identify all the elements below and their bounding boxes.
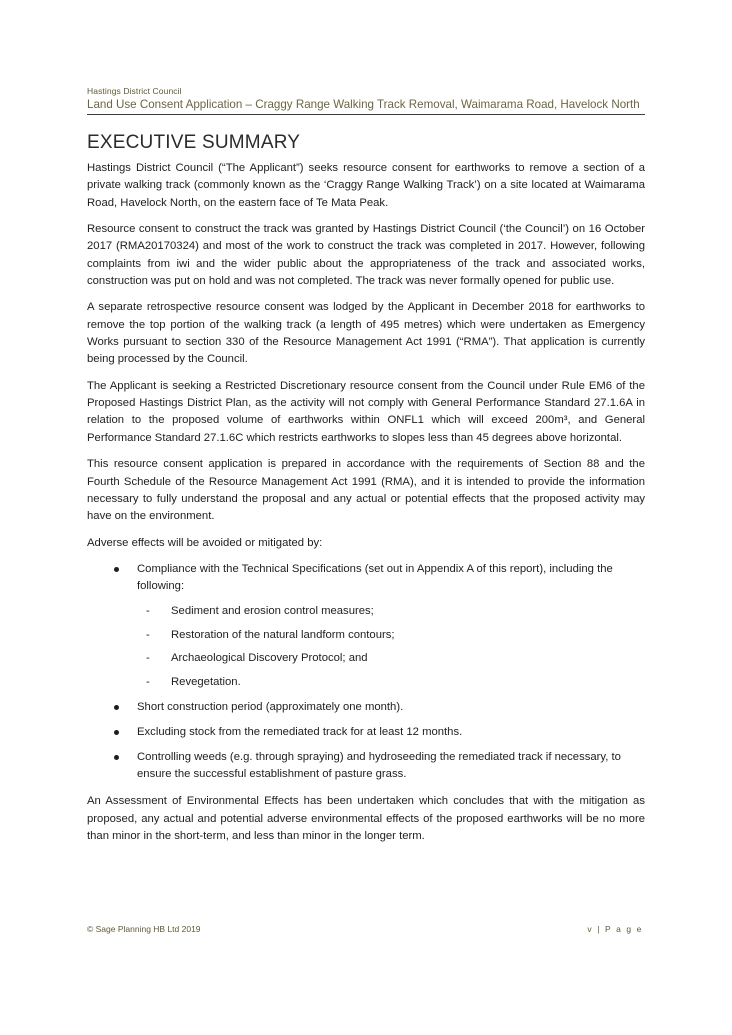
paragraph: A separate retrospective resource consent was lodged by the Applicant in December 2018 for earthworks to remove the top portion of the walking track (a length of 495 metres) which were undertaken as Emergency Works pursuant to section 330 of the Resource Management Act 1991 (“RMA”). That application is currently being processed by the Council. [87, 301, 645, 366]
sub-list-item-text: Restoration of the natural landform contours; [171, 628, 395, 641]
list-item-text: Short construction period (approximately one month). [137, 701, 404, 714]
header-divider [87, 114, 645, 115]
footer-page-number: v | P a g e [587, 924, 643, 934]
list-item [87, 561, 645, 692]
sub-list [137, 603, 645, 692]
sub-list-item [137, 603, 645, 620]
sub-list-item [137, 627, 645, 644]
paragraph: Adverse effects will be avoided or mitigated by: [87, 536, 323, 549]
dash-icon: - [146, 676, 150, 689]
bullet-icon [114, 705, 119, 710]
sub-list-item-text: Archaeological Discovery Protocol; and [171, 652, 368, 665]
bullet-icon [114, 567, 119, 572]
paragraph: Resource consent to construct the track was granted by Hastings District Council (‘the Council’) on 16 October 2017 (RMA20170324) and most of the work to construct the track was completed in 2017. However, following complaints from iwi and the wider public about the appropriateness of the track and associated works, construction was put on hold and was not completed. The track was never formally opened for public use. [87, 223, 645, 287]
dash-icon: - [146, 652, 150, 665]
paragraph: This resource consent application is prepared in accordance with the requirements of Section 88 and the Fourth Schedule of the Resource Management Act 1991 (RMA), and it is intended to provide the information necessary to fully understand the proposal and any actual or potential effects that the proposed activity may have on the environment. [87, 458, 645, 523]
list-item [87, 699, 645, 716]
paragraph: The Applicant is seeking a Restricted Discretionary resource consent from the Council under Rule EM6 of the Proposed Hastings District Plan, as the activity will not comply with General Performance Standard 27.1.6A in relation to the proposed volume of earthworks within ONFL1 which will exceed 200m³, and General Performance Standard 27.1.6C which restricts earthworks to slopes less than 45 degrees above horizontal. [87, 379, 645, 444]
paragraph: Hastings District Council (“The Applicant”) seeks resource consent for earthworks to remove a section of a private walking track (commonly known as the ‘Craggy Range Walking Track’) on a site located at Waimarama Road, Havelock North, on the eastern face of Te Mata Peak. [87, 162, 645, 209]
dash-icon: - [146, 604, 150, 617]
list-item [87, 749, 645, 784]
list-item-text: Excluding stock from the remediated track for at least 12 months. [137, 725, 463, 738]
sub-list-item-text: Sediment and erosion control measures; [171, 604, 374, 617]
page-header [87, 86, 645, 115]
mitigation-list [87, 561, 645, 783]
header-organisation: Hastings District Council [87, 86, 182, 96]
sub-list-item-text: Revegetation. [171, 676, 241, 689]
header-document-title: Land Use Consent Application – Craggy Range Walking Track Removal, Waimarama Road, Havelock North [87, 98, 640, 111]
sub-list-item [137, 674, 645, 691]
conclusion-paragraph: An Assessment of Environmental Effects has been undertaken which concludes that with the mitigation as proposed, any actual and potential adverse environmental effects of the proposed earthworks will be no more than minor in the short-term, and less than minor in the longer term. [87, 795, 645, 842]
list-item-text: Controlling weeds (e.g. through spraying) and hydroseeding the remediated track if necessary, to ensure the successful establishment of pasture grass. [137, 750, 621, 781]
section-heading: EXECUTIVE SUMMARY [87, 132, 301, 153]
bullet-icon [114, 755, 119, 760]
document-body [87, 160, 645, 854]
bullet-icon [114, 730, 119, 735]
dash-icon: - [146, 628, 150, 641]
list-item-text: Compliance with the Technical Specifications (set out in Appendix A of this report), including the following: [137, 563, 613, 593]
sub-list-item [137, 650, 645, 667]
list-item [87, 724, 645, 741]
footer-copyright: © Sage Planning HB Ltd 2019 [87, 924, 201, 934]
